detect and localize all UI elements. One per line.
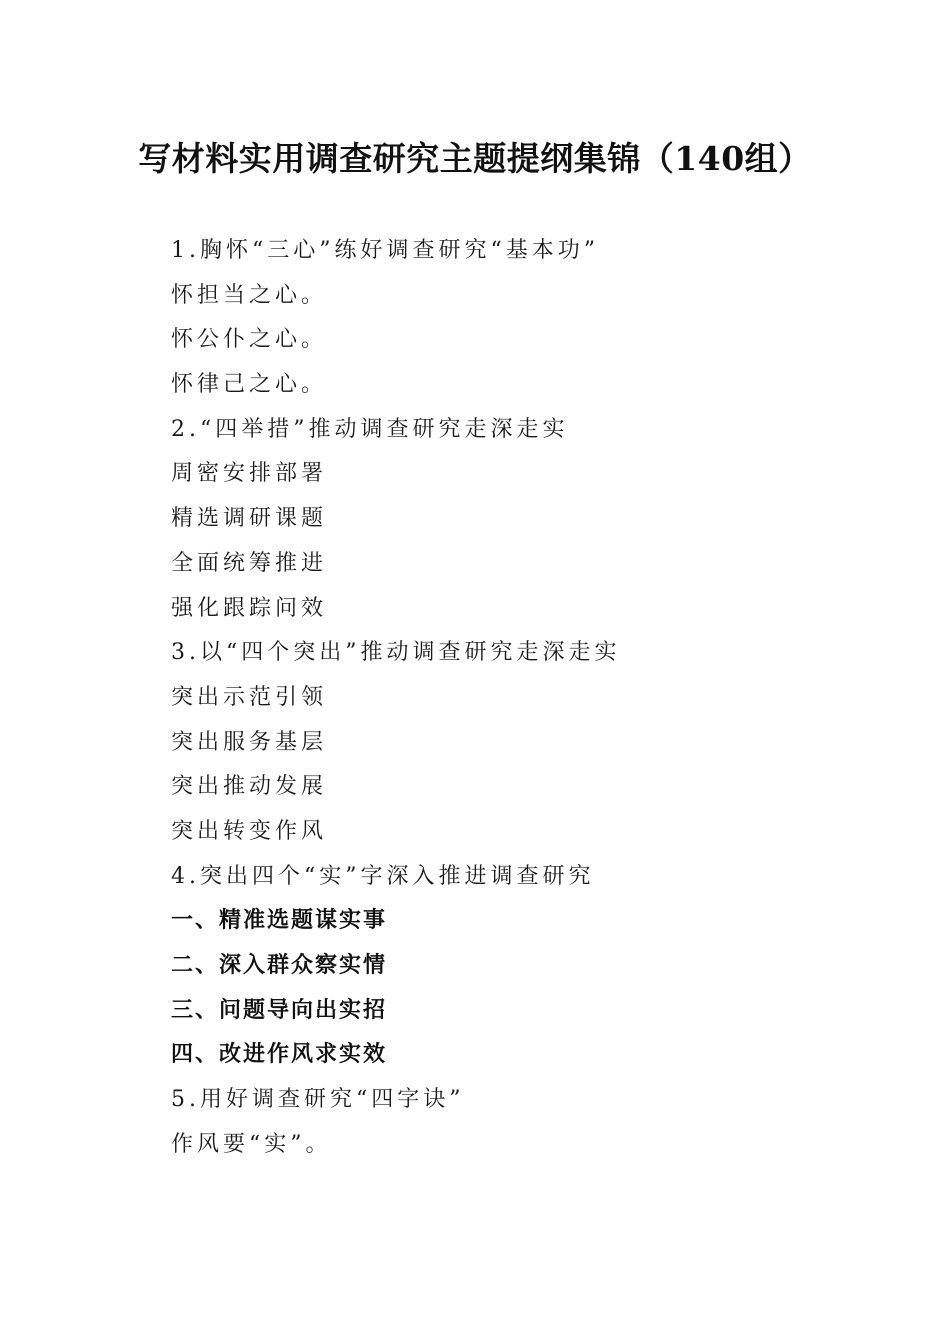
text-line: 突出推动发展 [171,774,328,800]
text-line: 精选调研课题 [171,506,328,532]
text-line: 怀公仆之心。 [171,327,328,353]
section-heading: 4.突出四个“实”字深入推进调查研究 [171,863,595,889]
bold-subheading: 四、改进作风求实效 [171,1042,388,1068]
section-heading: 3.以“四个突出”推动调查研究走深走实 [171,640,621,666]
text-line: 强化跟踪问效 [171,595,328,621]
text-line: 周密安排部署 [171,461,328,487]
section-heading: 2.“四举措”推动调查研究走深走实 [171,416,569,442]
section-heading: 5.用好调查研究“四字诀” [171,1087,465,1113]
bold-subheading: 二、深入群众察实情 [171,953,388,978]
text-line: 全面统筹推进 [171,550,328,576]
text-line: 怀担当之心。 [171,282,328,308]
text-line: 作风要“实”。 [171,1131,332,1157]
document-body [171,229,871,1167]
text-line: 突出转变作风 [171,818,328,844]
text-line: 突出服务基层 [171,729,328,755]
document-title: 写材料实用调查研究主题提纲集锦（140组） [138,139,812,178]
section-heading: 1.胸怀“三心”练好调查研究“基本功” [171,238,599,263]
text-line: 突出示范引领 [171,684,328,710]
text-line: 怀律己之心。 [171,372,328,398]
bold-subheading: 三、问题导向出实招 [171,997,388,1023]
bold-subheading: 一、精准选题谋实事 [171,908,388,934]
